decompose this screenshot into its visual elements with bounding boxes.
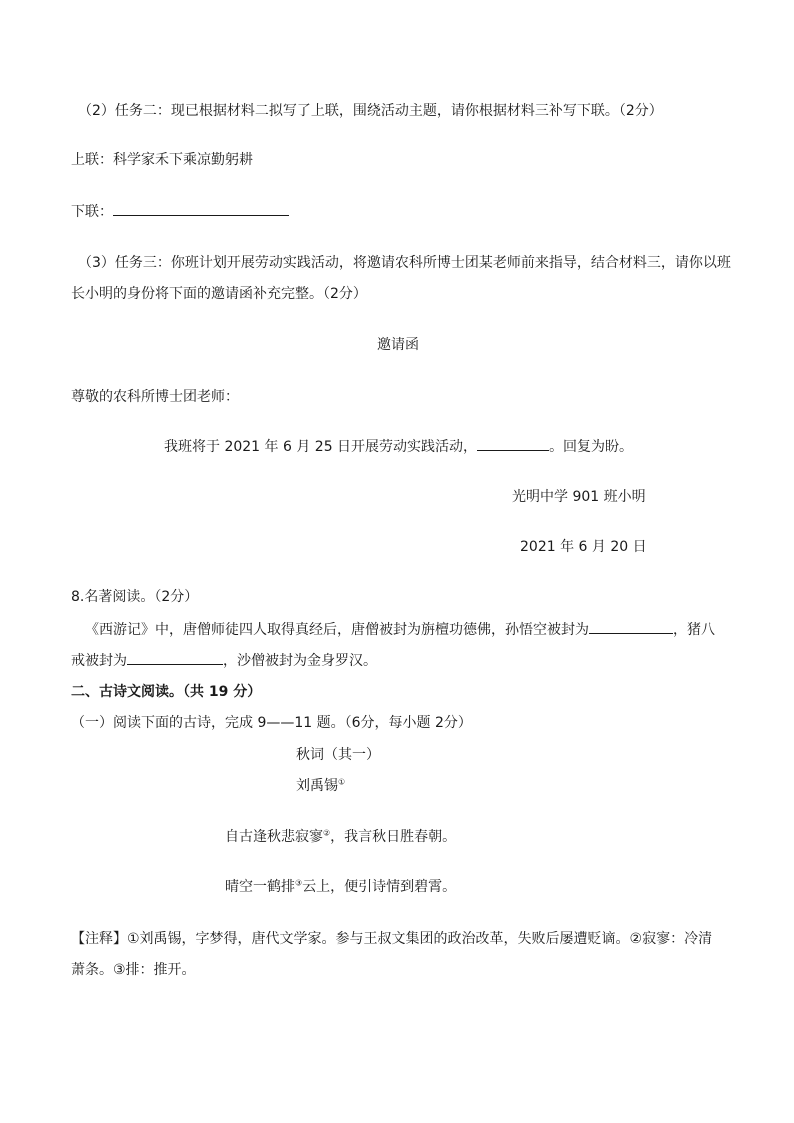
poem-line1-a: 自古逢秋悲寂寥	[225, 829, 323, 845]
lower-couplet-blank[interactable]	[113, 201, 289, 216]
q8-line2-text-a: 戒被封为	[71, 653, 127, 669]
q8-line1-text-b: ，猪八	[673, 622, 715, 638]
zhu-bajie-title-blank[interactable]	[127, 650, 223, 665]
section2-subheading: （一）阅读下面的古诗，完成 9——11 题。（6分，每小题 2分）	[71, 715, 472, 731]
poem-author	[296, 776, 345, 796]
invitation-body	[164, 436, 633, 457]
q8-line2	[71, 650, 377, 671]
q8-line2-text-b: ，沙僧被封为金身罗汉。	[223, 653, 377, 669]
q8-heading: 8.名著阅读。（2分）	[71, 589, 199, 605]
invitation-salutation: 尊敬的农科所博士团老师：	[71, 389, 239, 405]
notes-line2: 萧条。③排：推开。	[71, 962, 196, 978]
note2-marker: ②	[323, 828, 331, 838]
invitation-signature: 光明中学 901 班小明	[512, 489, 646, 505]
task2-lower-couplet	[71, 201, 289, 222]
invitation-date: 2021 年 6 月 20 日	[520, 539, 647, 555]
invitation-blank[interactable]	[477, 436, 549, 451]
task2-prompt: （2）任务二：现已根据材料二拟写了上联，围绕活动主题，请你根据材料三补写下联。（2分）	[78, 103, 663, 119]
task3-prompt-line2: 长小明的身份将下面的邀请函补充完整。（2分）	[71, 286, 367, 302]
task2-upper-couplet: 上联：科学家禾下乘凉勤躬耕	[71, 152, 253, 168]
invitation-title: 邀请函	[377, 337, 419, 353]
poem-title: 秋词（其一）	[296, 747, 380, 763]
poem-line1	[225, 827, 456, 847]
q8-line1-text-a: 《西游记》中，唐僧师徒四人取得真经后，唐僧被封为旃檀功德佛，孙悟空被封为	[85, 622, 589, 638]
sun-wukong-title-blank[interactable]	[589, 619, 673, 634]
poem-line2-b: 云上，便引诗情到碧霄。	[302, 879, 457, 895]
notes-line1: 【注释】①刘禹锡，字梦得，唐代文学家。参与王叔文集团的政治改革，失败后屡遭贬谪。②寂寥：冷清	[71, 931, 713, 947]
invitation-body-before: 我班将于 2021 年 6 月 25 日开展劳动实践活动，	[164, 439, 478, 455]
task3-prompt-line1: （3）任务三：你班计划开展劳动实践活动，将邀请农科所博士团某老师前来指导，结合材料三，请你以班	[78, 255, 731, 271]
note3-marker: ③	[295, 878, 303, 888]
author-note-marker: ①	[338, 777, 346, 787]
poem-author-name: 刘禹锡	[296, 778, 338, 794]
poem-line2-a: 晴空一鹤排	[225, 879, 295, 895]
task2-lower-label: 下联：	[71, 204, 113, 220]
poem-line2	[225, 877, 456, 897]
q8-line1	[85, 619, 715, 640]
poem-line1-b: ，我言秋日胜春朝。	[330, 829, 457, 845]
section2-heading: 二、古诗文阅读。（共 19 分）	[71, 684, 262, 700]
invitation-body-after: 。回复为盼。	[549, 439, 634, 455]
